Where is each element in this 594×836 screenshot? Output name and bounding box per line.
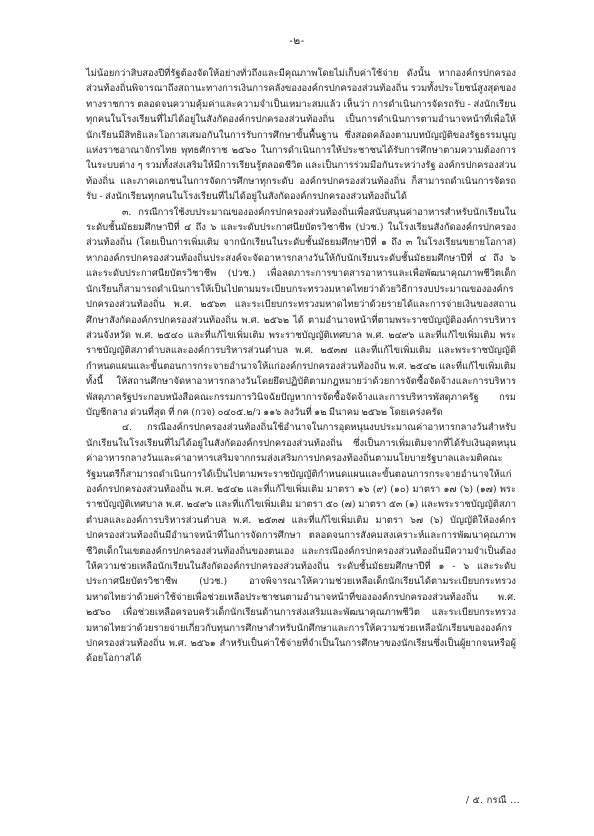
footer-continuation-note: / ๕. กรณี ...	[465, 795, 520, 806]
document-body	[86, 66, 516, 667]
paragraph-item-4: ๔. กรณีองค์กรปกครองส่วนท้องถิ่นใช้อำนาจในการอุดหนุนงบประมาณค่าอาหารกลางวันสำหรับนักเรียนในโรงเรียนที่ไม่ได้อยู่ในสังกัดองค์กรปกครองส่วนท้องถิ่น ซึ่งเป็นการเพิ่มเติมจากที่ได้รับเงินอุดหนุนค่าอาหารกลางวันและค่าอาหารเสริมจากกรมส่งเสริมการปกครองท้องถิ่นตามนโยบายรัฐบาลและมติคณะรัฐมนตรีก็สามารถดำเนินการได้เป็นไปตามพระราชบัญญัติกำหนดแผนและขั้นตอนการกระจายอำนาจให้แก่องค์กรปกครองส่วนท้องถิ่น พ.ศ. ๒๕๔๒ และที่แก้ไขเพิ่มเติม มาตรา ๑๖ (๙) (๑๐) มาตรา ๑๗ (๖) (๑๗) พระราชบัญญัติเทศบาล พ.ศ. ๒๔๙๖ และที่แก้ไขเพิ่มเติม มาตรา ๕๐ (๗) มาตรา ๕๓ (๑) และพระราชบัญญัติสภาตำบลและองค์การบริหารส่วนตำบล พ.ศ. ๒๕๓๗ และที่แก้ไขเพิ่มเติม มาตรา ๖๗ (๖) บัญญัติให้องค์กรปกครองส่วนท้องถิ่นมีอำนาจหน้าที่ในการจัดการศึกษา ตลอดจนการสังคมสงเคราะห์และการพัฒนาคุณภาพชีวิตเด็กในเขตองค์กรปกครองส่วนท้องถิ่นของตนเอง และกรณีองค์กรปกครองส่วนท้องถิ่นมีความจำเป็นต้องให้ความช่วยเหลือนักเรียนในสังกัดองค์กรปกครองส่วนท้องถิ่น ระดับชั้นมัธยมศึกษาปีที่ ๑ - ๖ และระดับประกาศนียบัตรวิชาชีพ (ปวช.) อาจพิจารณาให้ความช่วยเหลือเด็กนักเรียนได้ตามระเบียบกระทรวงมหาดไทยว่าด้วยค่าใช้จ่ายเพื่อช่วยเหลือประชาชนตามอำนาจหน้าที่ขององค์กรปกครองส่วนท้องถิ่น พ.ศ. ๒๕๖๐ เพื่อช่วยเหลือครอบครัวเด็กนักเรียนด้านการส่งเสริมและพัฒนาคุณภาพชีวิต และระเบียบกระทรวงมหาดไทยว่าด้วยรายจ่ายเกี่ยวกับทุนการศึกษาสำหรับนักศึกษาและการให้ความช่วยเหลือนักเรียนขององค์กรปกครองส่วนท้องถิ่น พ.ศ. ๒๕๖๑ สำหรับเป็นค่าใช้จ่ายที่จำเป็นในการศึกษาของนักเรียนซึ่งเป็นผู้ยากจนหรือผู้ด้อยโอกาสได้	[86, 422, 516, 665]
page-number: -๒-	[289, 35, 305, 47]
paragraph-item-3: ๓. กรณีการใช้งบประมาณขององค์กรปกครองส่วนท้องถิ่นเพื่อสนับสนุนค่าอาหารสำหรับนักเรียนในระดับชั้นมัธยมศึกษาปีที่ ๔ ถึง ๖ และระดับประกาศนียบัตรวิชาชีพ (ปวช.) ในโรงเรียนสังกัดองค์กรปกครองส่วนท้องถิ่น (โดยเป็นการเพิ่มเติม จากนักเรียนในระดับชั้นมัธยมศึกษาปีที่ ๑ ถึง ๓ ในโรงเรียนขยายโอกาส) หากองค์กรปกครองส่วนท้องถิ่นประสงค์จะจัดอาหารกลางวันให้กับนักเรียนระดับชั้นมัธยมศึกษาปีที่ ๔ ถึง ๖ และระดับประกาศนียบัตรวิชาชีพ (ปวช.) เพื่อลดภาระการขาดสารอาหารและเพื่อพัฒนาคุณภาพชีวิตเด็กนักเรียนก็สามารถดำเนินการให้เป็นไปตามมระเบียบกระทรวงมหาดไทยว่าด้วยวิธีการงบประมาณขององค์กรปกครองส่วนท้องถิ่น พ.ศ. ๒๕๖๓ และระเบียบกระทรวงมหาดไทยว่าด้วยรายได้และการจ่ายเงินของสถานศึกษาสังกัดองค์กรปกครองส่วนท้องถิ่น พ.ศ. ๒๕๖๒ ได้ ตามอำนาจหน้าที่ตามพระราชบัญญัติองค์การบริหารส่วนจังหวัด พ.ศ. ๒๕๔๐ และที่แก้ไขเพิ่มเติม พระราชบัญญัติเทศบาล พ.ศ. ๒๔๙๖ และที่แก้ไขเพิ่มเติม พระราชบัญญัติสภาตำบลและองค์การบริหารส่วนตำบล พ.ศ. ๒๕๓๗ และที่แก้ไขเพิ่มเติม และพระราชบัญญัติกำหนดแผนและขั้นตอนการกระจายอำนาจให้แก่องค์กรปกครองส่วนท้องถิ่น พ.ศ. ๒๕๔๒ และที่แก้ไขเพิ่มเติม ทั้งนี้ ให้สถานศึกษาจัดหาอาหารกลางวันโดยยึดปฏิบัติตามกฎหมายว่าด้วยการจัดซื้อจัดจ้างและการบริหารพัสดุภาครัฐประกอบหนังสือคณะกรรมการวินิจฉัยปัญหาการจัดซื้อจัดจ้างและการบริหารพัสดุภาครัฐ กรมบัญชีกลาง ด่วนที่สุด ที่ กค (กวจ) ๐๔๐๕.๒/ว ๑๑๖ ลงวันที่ ๑๒ มีนาคม ๒๕๖๒ โดยเคร่งครัด	[86, 206, 516, 418]
paragraph-continuation: ไม่น้อยกว่าสิบสองปีที่รัฐต้องจัดให้อย่างทั่วถึงและมีคุณภาพโดยไม่เก็บค่าใช้จ่าย ดังนั้น หากองค์กรปกครองส่วนท้องถิ่นพิจารณาถึงสถานะทางการเงินการคลังขององค์กรปกครองส่วนท้องถิ่น รวมทั้งประโยชน์สูงสุดของทางราชการ ตลอดจนความคุ้มค่าและความจำเป็นเหมาะสมแล้ว เห็นว่า การดำเนินการจัดรถรับ - ส่งนักเรียนทุกคนในโรงเรียนที่ไม่ได้อยู่ในสังกัดองค์กรปกครองส่วนท้องถิ่น เป็นการดำเนินการตามอำนาจหน้าที่เพื่อให้นักเรียนมีสิทธิและโอกาสเสมอกันในการรับการศึกษาขั้นพื้นฐาน ซึ่งสอดคล้องตามบทบัญญัติของรัฐธรรมนูญแห่งราชอาณาจักรไทย พุทธศักราช ๒๕๖๐ ในการดำเนินการให้ประชาชนได้รับการศึกษาตามความต้องการในระบบต่าง ๆ รวมทั้งส่งเสริมให้มีการเรียนรู้ตลอดชีวิต และเป็นการร่วมมือกันระหว่างรัฐ องค์กรปกครองส่วนท้องถิ่น และภาคเอกชนในการจัดการศึกษาทุกระดับ องค์กรปกครองส่วนท้องถิ่น ก็สามารถดำเนินการจัดรถรับ - ส่งนักเรียนทุกคนในโรงเรียนที่ไม่ได้อยู่ในสังกัดองค์กรปกครองส่วนท้องถิ่นได้	[86, 68, 516, 203]
